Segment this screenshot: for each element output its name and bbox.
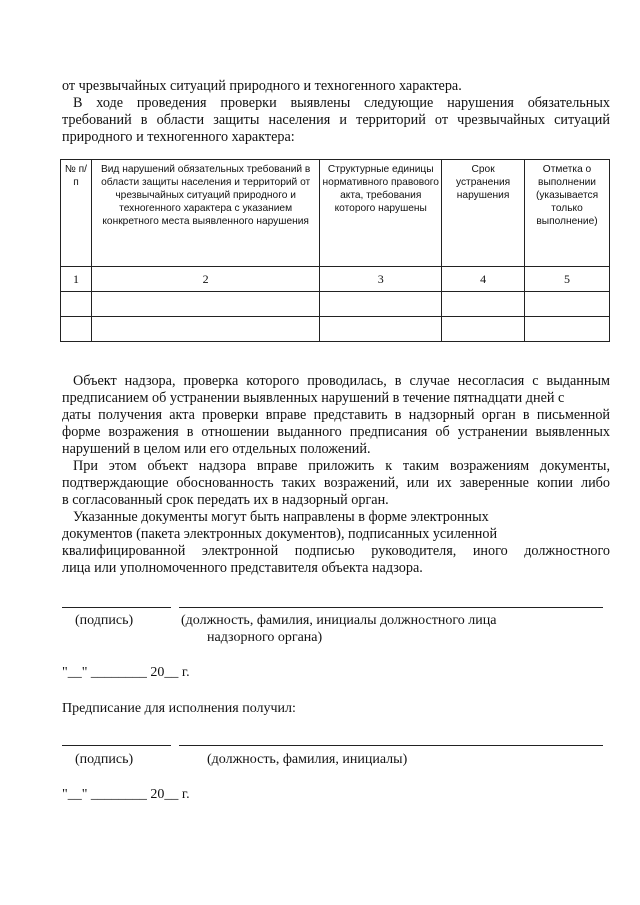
position-line[interactable] bbox=[179, 745, 603, 746]
intro-line-2: В ходе проведения проверки выявлены следующие нарушения обязательных bbox=[73, 95, 610, 111]
table-row bbox=[61, 317, 610, 342]
electronic-line-2: документов (пакета электронных документов), подписанных усиленной bbox=[62, 526, 498, 542]
signature-line[interactable] bbox=[62, 607, 171, 608]
signature-label: (подпись) bbox=[75, 752, 134, 767]
table-cell[interactable] bbox=[320, 317, 442, 342]
table-cell[interactable] bbox=[442, 292, 525, 317]
table-cell[interactable] bbox=[91, 292, 319, 317]
table-numbering-row bbox=[61, 267, 610, 292]
intro-line-4: природного и техногенного характера: bbox=[62, 129, 295, 145]
objection-line-1: Объект надзора, проверка которого проводилась, в случае несогласия с выданным bbox=[73, 373, 610, 389]
electronic-line-3: квалифицированной электронной подписью руководителя, иного должностного bbox=[62, 543, 610, 559]
intro-line-1: от чрезвычайных ситуаций природного и техногенного характера. bbox=[62, 78, 462, 94]
objection-line-5: нарушений в целом или его отдельных положений. bbox=[62, 441, 371, 457]
col-number-2: 2 bbox=[91, 267, 319, 292]
signature-label: (подпись) bbox=[75, 613, 134, 628]
table-cell[interactable] bbox=[61, 292, 92, 317]
table-cell[interactable] bbox=[320, 292, 442, 317]
table-cell[interactable] bbox=[91, 317, 319, 342]
attach-line-2: подтверждающие обоснованность таких возражений, или их заверенные копии либо bbox=[62, 475, 610, 491]
intro-line-3: требований в области защиты населения и территорий от чрезвычайных ситуаций bbox=[62, 112, 610, 128]
date-field: "__" ________ 20__ г. bbox=[62, 665, 190, 680]
table-cell[interactable] bbox=[61, 317, 92, 342]
date-field: "__" ________ 20__ г. bbox=[62, 787, 190, 802]
objection-line-2: предписанием об устранении выявленных нарушений в течение пятнадцати дней с bbox=[62, 390, 565, 406]
header-legal-units: Структурные единицы нормативного правового акта, требования которого нарушены bbox=[320, 160, 442, 267]
attach-line-1: При этом объект надзора вправе приложить к таким возражениям документы, bbox=[73, 458, 610, 474]
official-position-label-2: надзорного органа) bbox=[207, 630, 323, 645]
attach-line-3: в согласованный срок передать их в надзорный орган. bbox=[62, 492, 389, 508]
objection-line-4: форме возражения в отношении выданного предписания об устранении выявленных bbox=[62, 424, 610, 440]
header-deadline: Срок устранения нарушения bbox=[442, 160, 525, 267]
table-header-row bbox=[61, 160, 610, 267]
header-completion-mark: Отметка о выполнении (указывается только выполнение) bbox=[525, 160, 610, 267]
electronic-line-4: лица или уполномоченного представителя объекта надзора. bbox=[62, 560, 423, 576]
signature-line[interactable] bbox=[62, 745, 171, 746]
col-number-5: 5 bbox=[525, 267, 610, 292]
col-number-4: 4 bbox=[442, 267, 525, 292]
official-position-label: (должность, фамилия, инициалы должностного лица bbox=[181, 613, 497, 628]
header-violation-type: Вид нарушений обязательных требований в области защиты населения и территорий от чрезвычайных ситуаций природного и техногенного характера с указанием конкретного места выявленного нарушения bbox=[91, 160, 319, 267]
electronic-line-1: Указанные документы могут быть направлены в форме электронных bbox=[73, 509, 489, 525]
col-number-1: 1 bbox=[61, 267, 92, 292]
table-cell[interactable] bbox=[442, 317, 525, 342]
header-number: № п/п bbox=[61, 160, 92, 267]
table-cell[interactable] bbox=[525, 292, 610, 317]
table-cell[interactable] bbox=[525, 317, 610, 342]
table-row bbox=[61, 292, 610, 317]
position-line[interactable] bbox=[179, 607, 603, 608]
col-number-3: 3 bbox=[320, 267, 442, 292]
objection-line-3: даты получения акта проверки вправе представить в надзорный орган в письменной bbox=[62, 407, 610, 423]
recipient-position-label: (должность, фамилия, инициалы) bbox=[207, 752, 408, 767]
violations-table bbox=[60, 159, 610, 342]
received-title: Предписание для исполнения получил: bbox=[62, 701, 296, 716]
